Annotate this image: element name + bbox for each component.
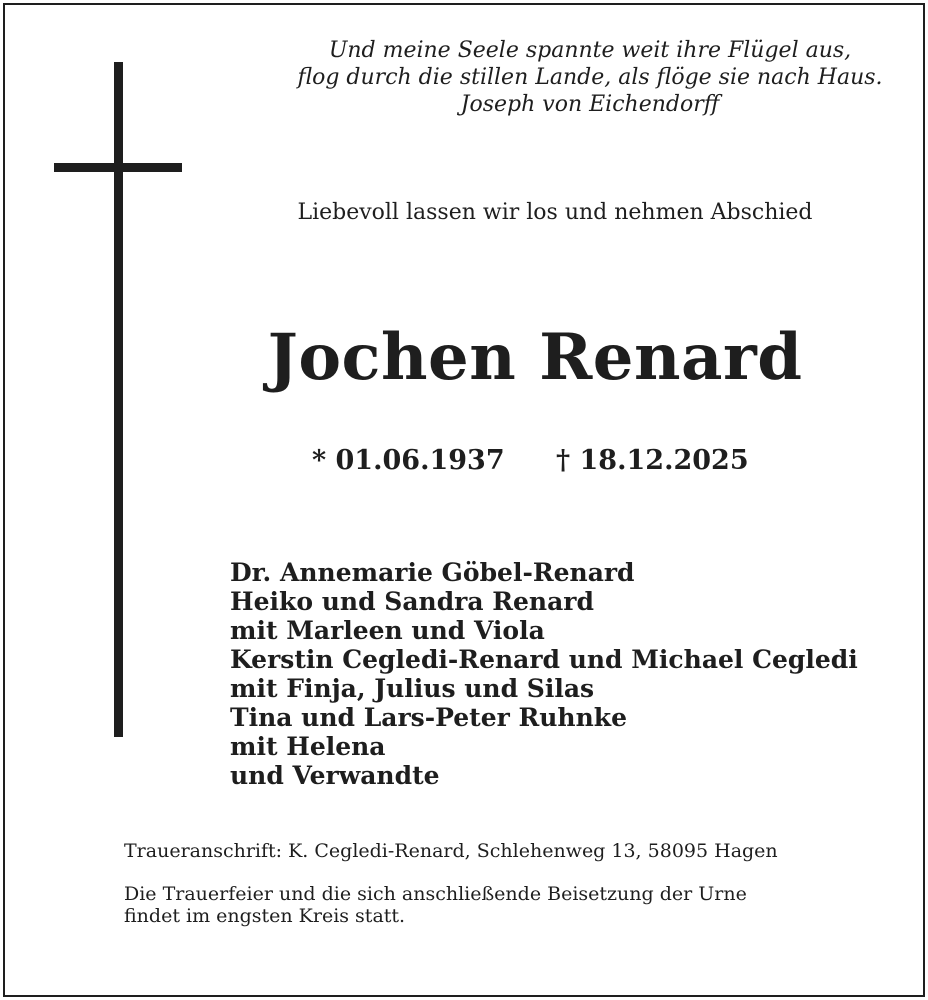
mourning-address: Traueranschrift: K. Cegledi-Renard, Schlehenweg 13, 58095 Hagen (124, 840, 778, 862)
birth-date: * 01.06.1937 (312, 445, 505, 476)
mourner-line: Tina und Lars-Peter Ruhnke (230, 703, 628, 732)
poem-author: Joseph von Eichendorff (460, 92, 720, 117)
death-date: † 18.12.2025 (556, 445, 749, 476)
mourner-line: mit Marleen und Viola (230, 616, 545, 645)
ceremony-note-line-2: findet im engsten Kreis statt. (124, 905, 406, 927)
mourner-line: und Verwandte (230, 761, 440, 790)
ceremony-note (124, 883, 747, 927)
cross-horizontal-bar (54, 163, 182, 172)
mourners-list (230, 558, 858, 790)
ceremony-note-line-1: Die Trauerfeier und die sich anschließende Beisetzung der Urne (124, 883, 747, 905)
mourner-line: mit Helena (230, 732, 386, 761)
poem-quote (230, 37, 928, 118)
mourner-line: Heiko und Sandra Renard (230, 587, 594, 616)
mourner-line: Kerstin Cegledi-Renard und Michael Cegledi (230, 645, 858, 674)
poem-line-1: Und meine Seele spannte weit ihre Flügel aus, (328, 38, 852, 63)
poem-line-2: flog durch die stillen Lande, als flöge sie nach Haus. (297, 65, 883, 90)
intro-text: Liebevoll lassen wir los und nehmen Abschied (297, 200, 813, 225)
mourner-line: Dr. Annemarie Göbel-Renard (230, 558, 635, 587)
life-dates (312, 443, 749, 479)
deceased-name: Jochen Renard (267, 320, 803, 395)
mourner-line: mit Finja, Julius und Silas (230, 674, 595, 703)
